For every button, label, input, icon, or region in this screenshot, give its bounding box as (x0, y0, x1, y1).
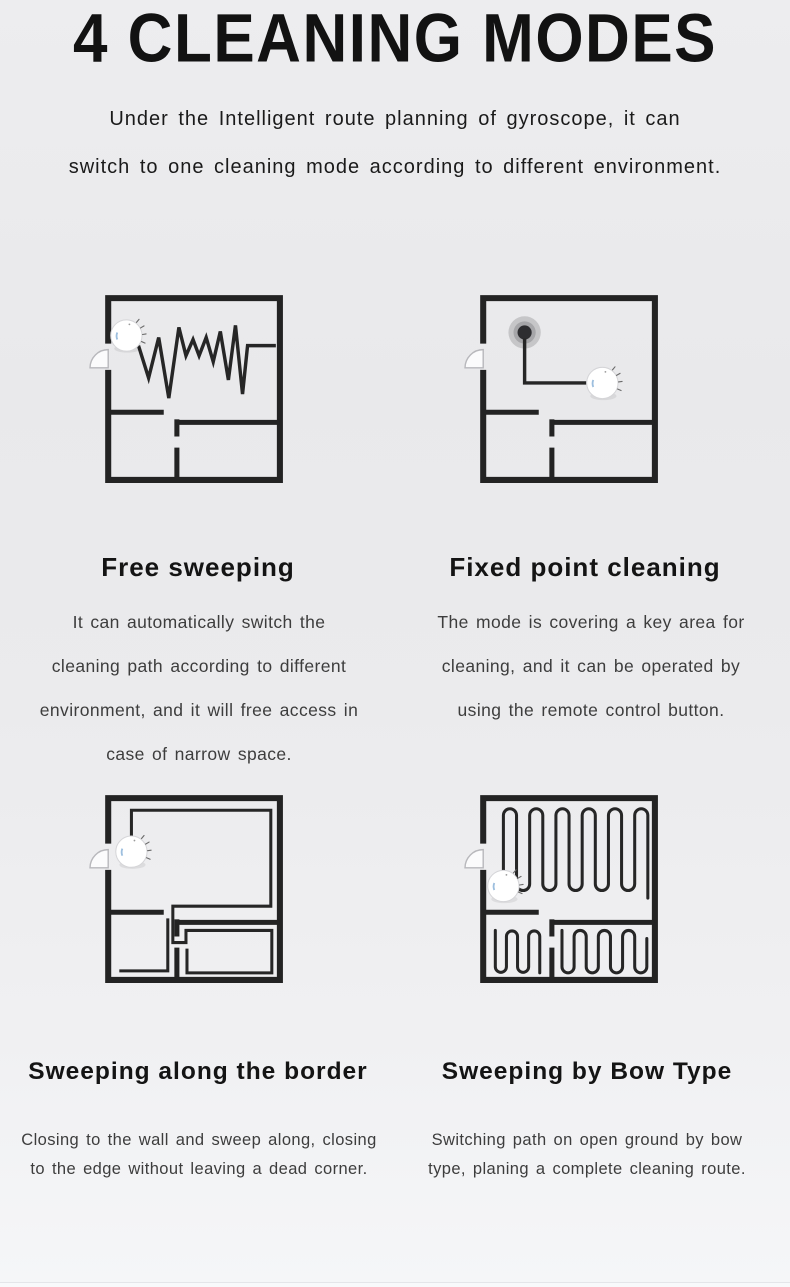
floorplan-walls (465, 298, 655, 480)
border-route-path (119, 810, 272, 973)
bottom-divider (0, 1282, 790, 1287)
bow-type-sweeping-diagram (463, 785, 665, 987)
mode-description-border-sweeping (0, 1126, 398, 1184)
description-line: to the edge without leaving a dead corner. (30, 1160, 368, 1178)
mode-description-bow-type (394, 1126, 780, 1184)
mode-title-fixed-point: Fixed point cleaning (449, 552, 721, 582)
description-line: case of narrow space. (106, 744, 292, 764)
description-line: type, planing a complete cleaning route. (428, 1160, 746, 1178)
mode-description-fixed-point (396, 600, 786, 732)
description-line: environment, and it will free access in (39, 700, 359, 720)
robot-vacuum-icon (116, 836, 151, 869)
floorplan-walls (90, 798, 280, 980)
zigzag-route-path (139, 325, 276, 398)
description-line: It can automatically switch the (72, 612, 326, 632)
fixed-point-cleaning-diagram (463, 285, 665, 487)
mode-description-free-sweeping (0, 600, 398, 776)
mode-title-bow-type: Sweeping by Bow Type (441, 1058, 733, 1085)
page-title: 4 CLEANING MODES (72, 1, 718, 78)
description-line: cleaning, and it can be operated by (441, 656, 741, 676)
robot-vacuum-icon (587, 367, 622, 400)
subtitle-line: switch to one cleaning mode according to different environment. (68, 156, 722, 178)
description-line: cleaning path according to different (51, 656, 347, 676)
description-line: Switching path on open ground by bow (431, 1131, 743, 1149)
description-line: using the remote control button. (457, 700, 725, 720)
description-line: Closing to the wall and sweep along, closing (21, 1131, 377, 1149)
mode-title-free-sweeping: Free sweeping (101, 552, 295, 582)
border-sweeping-diagram (88, 785, 290, 987)
subtitle-line: Under the Intelligent route planning of gyroscope, it can (109, 108, 681, 130)
free-sweeping-diagram (88, 285, 290, 487)
page-subtitle (0, 95, 790, 191)
description-line: The mode is covering a key area for (437, 612, 745, 632)
mode-title-border-sweeping: Sweeping along the border (28, 1058, 368, 1085)
